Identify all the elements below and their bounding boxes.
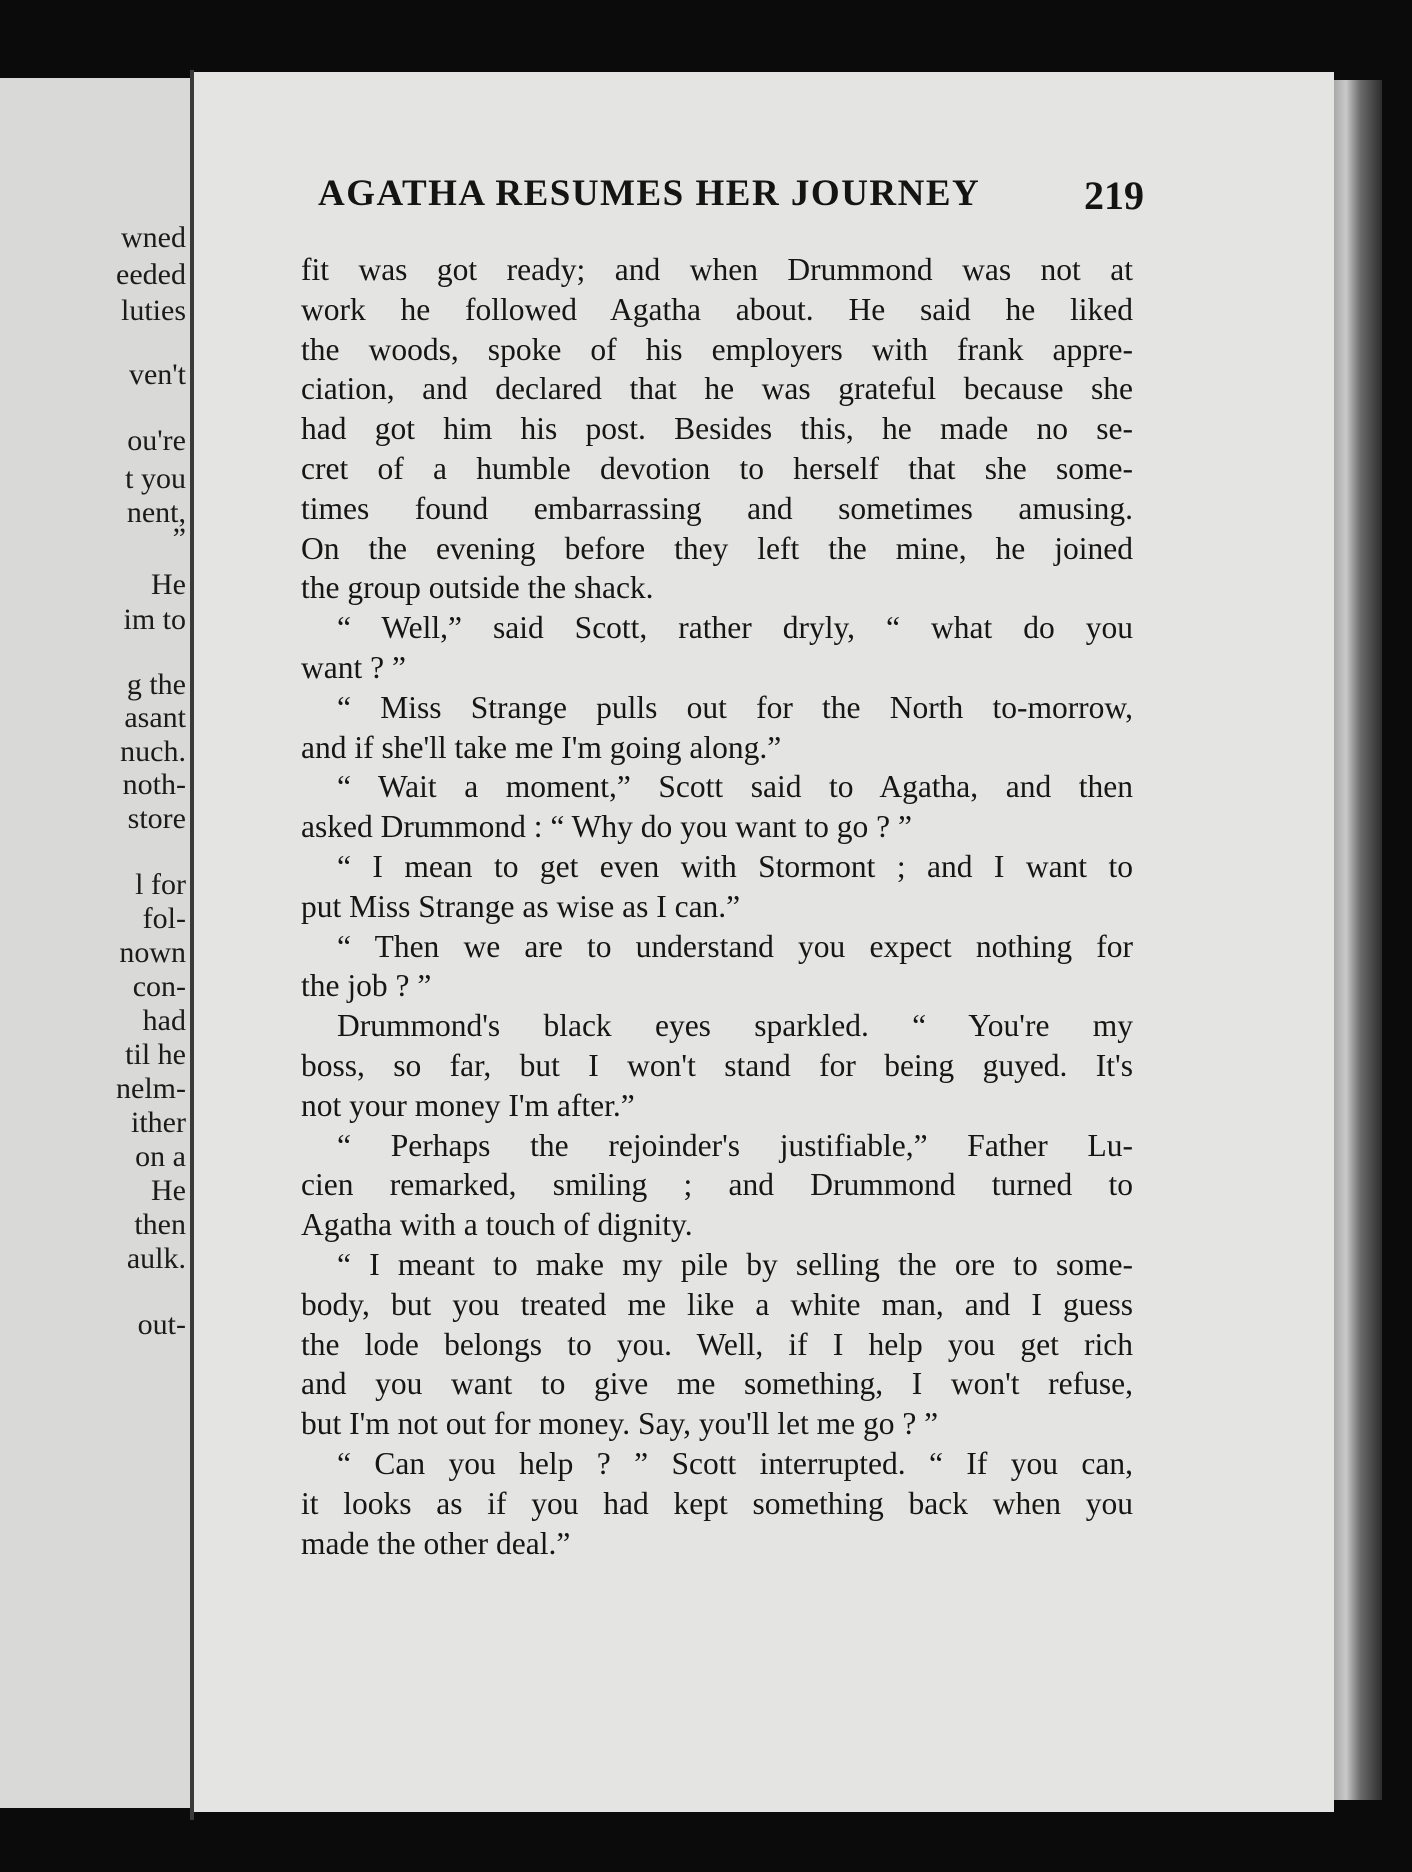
page-number: 219 bbox=[1084, 173, 1144, 218]
text-line: not your money I'm after.” bbox=[301, 1087, 635, 1123]
text-line: Drummond's black eyes sparkled. “ You're my bbox=[337, 1008, 1133, 1044]
text-line: “ Wait a moment,” Scott said to Agatha, and then bbox=[337, 769, 1133, 805]
left-page bbox=[0, 78, 193, 1808]
text-line: “ I mean to get even with Stormont ; and I want to bbox=[337, 848, 1133, 884]
left-fragment: nelm- bbox=[116, 1072, 186, 1105]
text-line: the group outside the shack. bbox=[301, 570, 654, 606]
left-fragment: noth- bbox=[122, 768, 186, 801]
text-line: “ Perhaps the rejoinder's justifiable,” Father Lu- bbox=[337, 1127, 1133, 1163]
left-fragment: nent, bbox=[126, 496, 186, 529]
text-line: had got him his post. Besides this, he made no se- bbox=[301, 411, 1133, 447]
text-line: cien remarked, smiling ; and Drummond turned to bbox=[301, 1167, 1133, 1203]
text-line: Agatha with a touch of dignity. bbox=[301, 1207, 693, 1243]
left-fragment: luties bbox=[121, 294, 186, 327]
text-line: and you want to give me something, I won't refuse, bbox=[301, 1366, 1133, 1402]
text-line: put Miss Strange as wise as I can.” bbox=[301, 888, 741, 924]
left-fragment: nown bbox=[119, 936, 186, 969]
left-fragment: ou're bbox=[127, 424, 186, 457]
text-line: “ Miss Strange pulls out for the North to-morrow, bbox=[337, 689, 1133, 725]
text-line: fit was got ready; and when Drummond was not at bbox=[301, 252, 1133, 287]
left-fragment: ither bbox=[131, 1106, 186, 1139]
running-head bbox=[318, 172, 1144, 222]
left-fragment: store bbox=[127, 802, 186, 835]
left-fragment: eeded bbox=[116, 258, 186, 291]
body-text bbox=[301, 250, 1133, 1563]
page-edge-shadow bbox=[1334, 80, 1382, 1800]
text-line: the job ? ” bbox=[301, 968, 432, 1004]
left-fragment: out- bbox=[137, 1308, 186, 1341]
text-line: times found embarrassing and sometimes amusing. bbox=[301, 490, 1133, 526]
text-line: “ Then we are to understand you expect nothing for bbox=[337, 928, 1133, 964]
left-fragment: then bbox=[134, 1208, 186, 1241]
left-fragment: l for bbox=[135, 868, 186, 901]
left-fragment: aulk. bbox=[126, 1242, 186, 1275]
text-line: cret of a humble devotion to herself that she some- bbox=[301, 450, 1133, 486]
text-line: body, but you treated me like a white man, and I guess bbox=[301, 1286, 1133, 1322]
left-fragment: on a bbox=[135, 1140, 186, 1173]
left-fragment: t you bbox=[125, 462, 186, 495]
text-line: work he followed Agatha about. He said he liked bbox=[301, 291, 1133, 327]
left-fragment: fol- bbox=[142, 902, 186, 935]
left-fragment: til he bbox=[125, 1038, 186, 1071]
running-head-title: AGATHA RESUMES HER JOURNEY bbox=[318, 173, 981, 214]
left-fragment: nuch. bbox=[120, 735, 186, 768]
text-line: boss, so far, but I won't stand for being guyed. It's bbox=[301, 1047, 1133, 1083]
text-line: asked Drummond : “ Why do you want to go ? ” bbox=[301, 809, 912, 845]
left-fragment: im to bbox=[123, 603, 186, 636]
text-line: want ? ” bbox=[301, 649, 406, 685]
text-line: “ Can you help ? ” Scott interrupted. “ If you can, bbox=[337, 1445, 1133, 1481]
left-fragment: wned bbox=[121, 221, 186, 254]
left-fragment: asant bbox=[124, 701, 186, 734]
text-line: “ Well,” said Scott, rather dryly, “ what do you bbox=[337, 610, 1133, 646]
text-line: the woods, spoke of his employers with frank appre- bbox=[301, 331, 1133, 367]
text-line: ciation, and declared that he was grateful because she bbox=[301, 371, 1133, 407]
text-line: the lode belongs to you. Well, if I help you get rich bbox=[301, 1326, 1133, 1362]
text-line: but I'm not out for money. Say, you'll let me go ? ” bbox=[301, 1406, 939, 1442]
left-fragment: He bbox=[151, 568, 186, 601]
left-fragment: ” bbox=[172, 522, 186, 555]
text-line: “ I meant to make my pile by selling the ore to some- bbox=[337, 1246, 1133, 1282]
text-line: it looks as if you had kept something back when you bbox=[301, 1485, 1133, 1521]
left-fragment: had bbox=[142, 1004, 186, 1037]
text-line: On the evening before they left the mine, he joined bbox=[301, 530, 1133, 566]
left-fragment: He bbox=[151, 1174, 186, 1207]
text-line: and if she'll take me I'm going along.” bbox=[301, 729, 782, 765]
left-fragment: ven't bbox=[128, 358, 186, 391]
text-line: made the other deal.” bbox=[301, 1525, 571, 1561]
left-fragment: g the bbox=[126, 668, 186, 701]
left-fragment: con- bbox=[132, 970, 186, 1003]
